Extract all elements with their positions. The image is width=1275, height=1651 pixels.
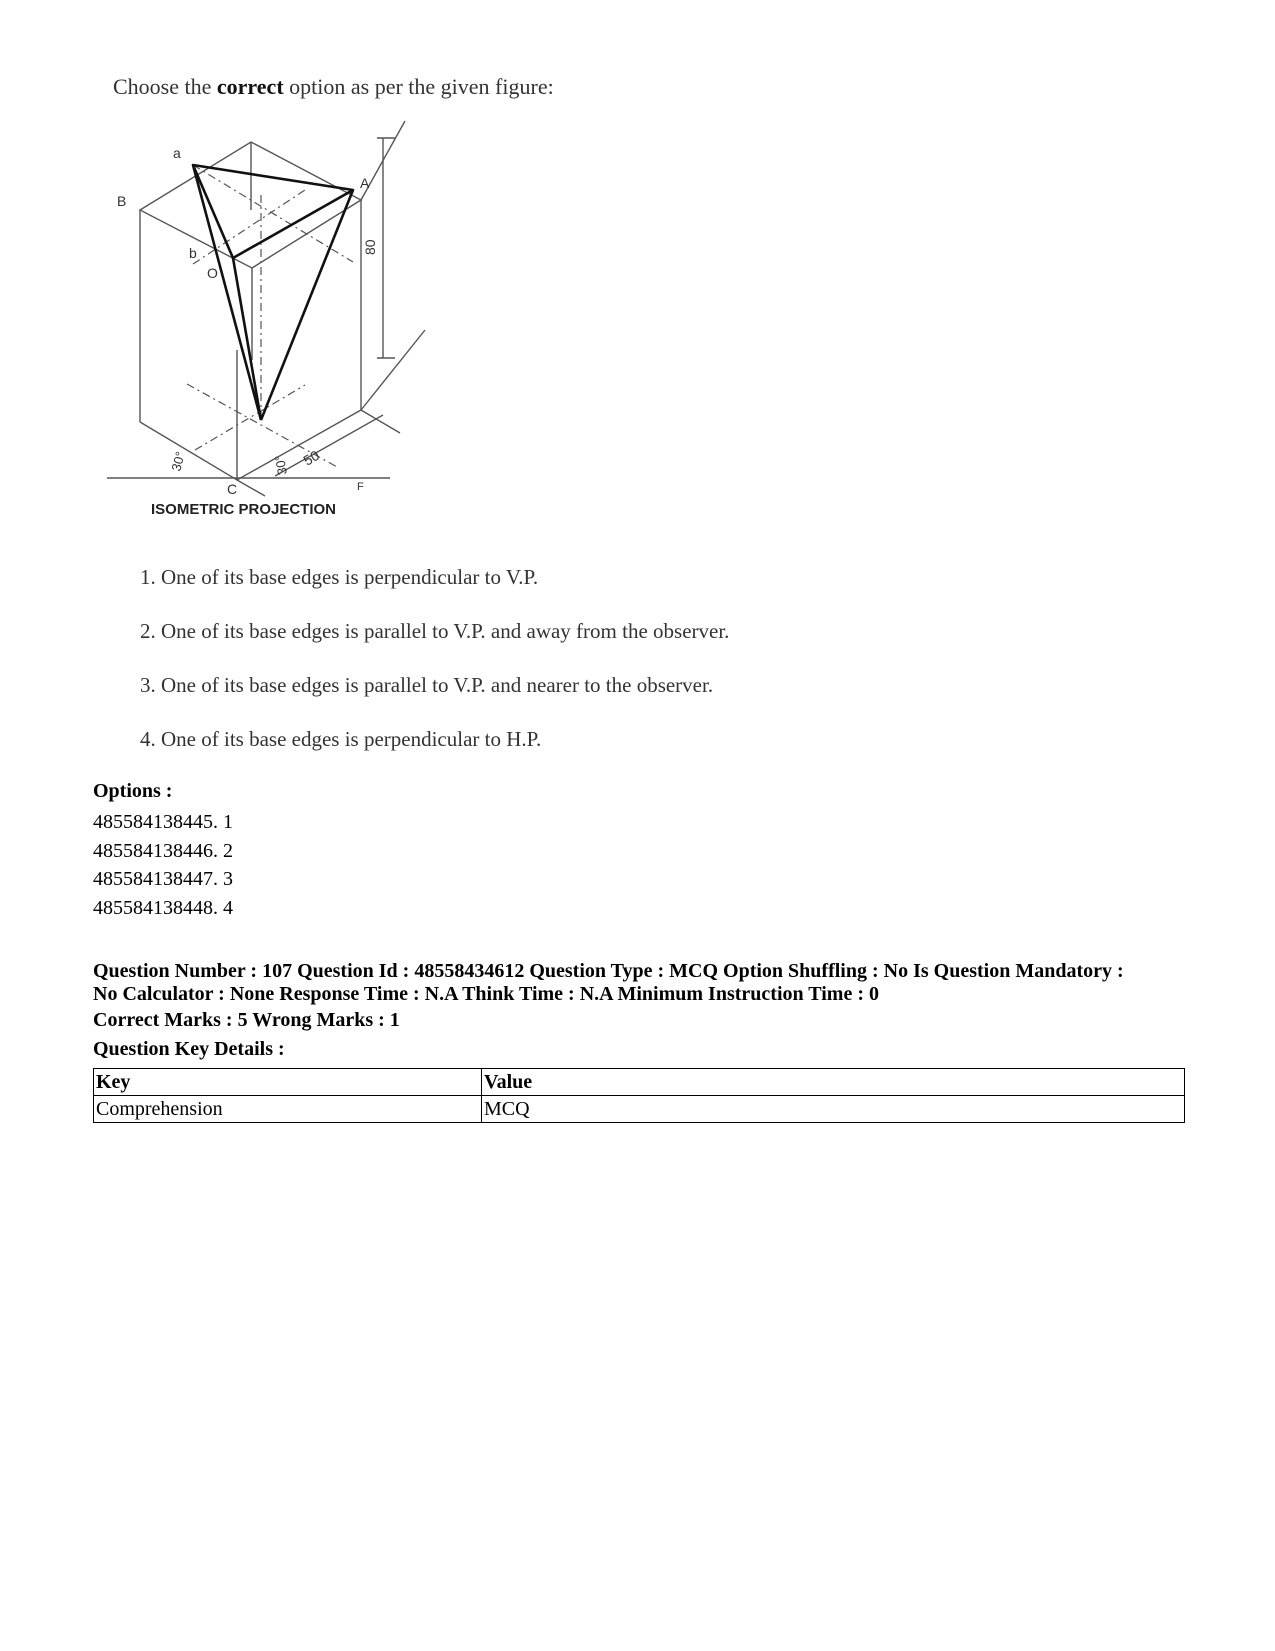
- label-o: O: [207, 265, 218, 281]
- angle-right-label: 30°: [271, 454, 290, 477]
- table-header-cell: Value: [482, 1069, 1185, 1096]
- statement-list: [140, 565, 729, 781]
- prompt-text-bold: correct: [216, 74, 284, 99]
- metadata-line-1: Question Number : 107 Question Id : 48558434612 Question Type : MCQ Option Shuffling : No Is Question Mandatory :: [93, 960, 1124, 982]
- statement-item: 4. One of its base edges is perpendicular to H.P.: [140, 727, 542, 751]
- angle-left-label: 30°: [168, 449, 188, 473]
- question-metadata: [93, 960, 1193, 1006]
- dimension-side-label: 50: [300, 446, 322, 469]
- label-a: a: [173, 145, 181, 161]
- option-item: 485584138446. 2: [93, 839, 233, 862]
- label-C: C: [227, 481, 238, 497]
- isometric-projection-figure: [105, 120, 445, 540]
- table-cell: Comprehension: [94, 1096, 482, 1123]
- key-details-heading: Question Key Details :: [93, 1038, 285, 1060]
- table-row: [94, 1096, 1185, 1123]
- table-header-row: [94, 1069, 1185, 1096]
- options-list: [93, 808, 233, 922]
- option-item: 485584138448. 4: [93, 896, 233, 919]
- label-F: F: [357, 481, 364, 493]
- table-cell: MCQ: [482, 1096, 1185, 1123]
- statement-item: 3. One of its base edges is parallel to V.P. and nearer to the observer.: [140, 673, 714, 697]
- option-item: 485584138445. 1: [93, 811, 233, 833]
- label-b: b: [189, 245, 197, 261]
- prompt-text-start: Choose the: [113, 74, 217, 99]
- label-A: A: [360, 175, 370, 191]
- options-heading: Options :: [93, 780, 173, 802]
- prompt-text-end: option as per the given figure:: [283, 74, 554, 99]
- statement-item: 2. One of its base edges is parallel to V.P. and away from the observer.: [140, 619, 730, 643]
- table-header-cell: Key: [94, 1069, 482, 1096]
- dimension-height-label: 80: [362, 239, 378, 255]
- question-prompt: [113, 74, 554, 100]
- marks-line: Correct Marks : 5 Wrong Marks : 1: [93, 1009, 400, 1031]
- label-B: B: [117, 193, 127, 209]
- metadata-line-2: No Calculator : None Response Time : N.A Think Time : N.A Minimum Instruction Time : 0: [93, 983, 879, 1005]
- figure-caption: ISOMETRIC PROJECTION: [151, 501, 337, 518]
- key-details-table: [93, 1068, 1185, 1123]
- statement-item: 1. One of its base edges is perpendicular to V.P.: [140, 565, 539, 589]
- option-item: 485584138447. 3: [93, 868, 233, 890]
